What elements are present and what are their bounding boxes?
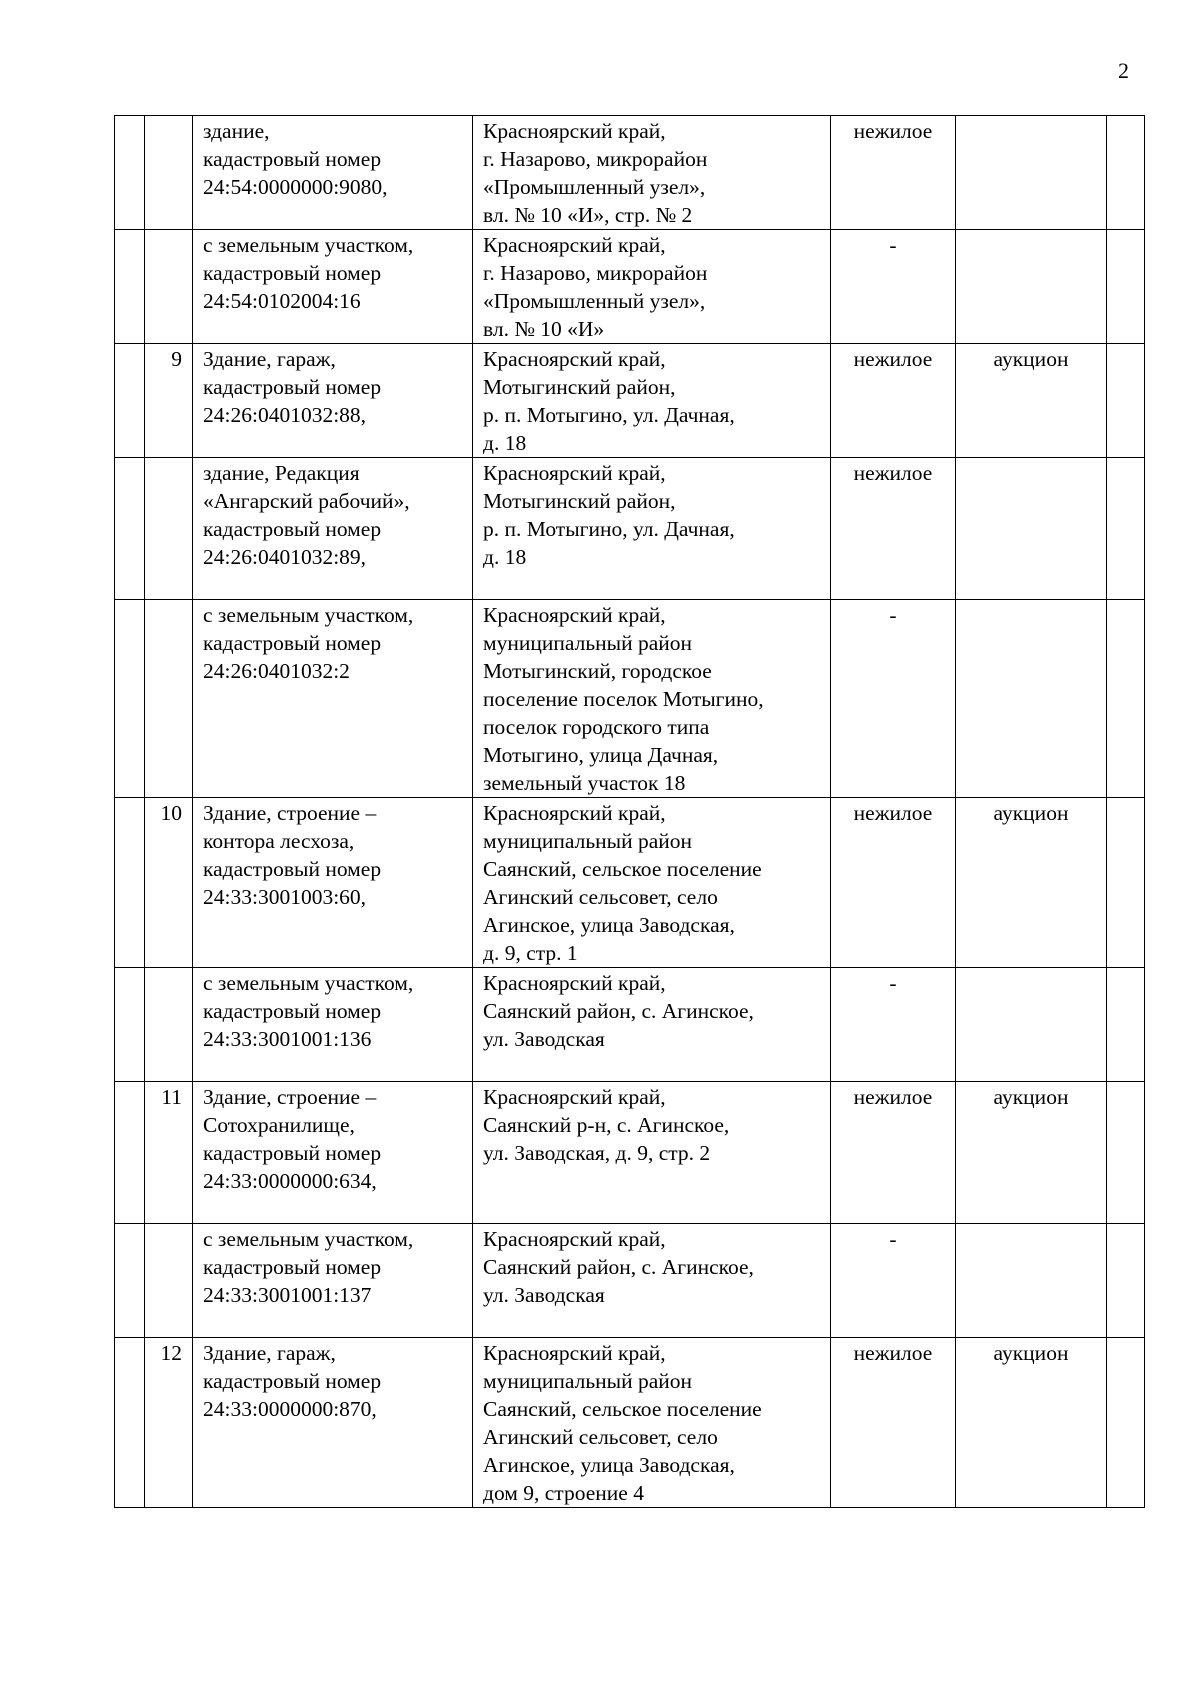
blank-cell [115,116,145,230]
row-number-cell [145,968,193,1082]
blank-cell [1107,230,1145,344]
object-name-line: Сотохранилище, [203,1113,355,1137]
purpose-text: нежилое [853,1085,933,1109]
address-line: Мотыгинский район, [483,375,676,399]
object-name-line: кадастровый номер [203,631,382,655]
object-name-line: Здание, строение – [203,1085,377,1109]
blank-cell [115,458,145,600]
object-name-line: 24:54:0102004:16 [203,289,361,313]
row-number-cell [145,798,193,968]
blank-cell [115,1224,145,1338]
object-name-line: кадастровый номер [203,147,382,171]
object-name-cell [193,344,473,458]
object-name-line: 24:26:0401032:89, [203,545,367,569]
object-name-line: 24:26:0401032:2 [203,659,350,683]
purpose-text: нежилое [853,801,933,825]
purpose-cell [831,116,956,230]
address-line: Красноярский край, [483,233,666,257]
address-line: «Промышленный узел», [483,289,706,313]
object-name-line: 24:54:0000000:9080, [203,175,388,199]
address-line: Красноярский край, [483,603,666,627]
purpose-cell [831,798,956,968]
purpose-cell [831,968,956,1082]
sale-method-text [956,116,1106,117]
address-cell [473,600,831,798]
row-number-cell [145,1224,193,1338]
purpose-cell [831,458,956,600]
object-name-line: с земельным участком, [203,1227,414,1251]
address-cell [473,116,831,230]
purpose-text: - [889,233,897,257]
address-cell [473,230,831,344]
object-name-line: кадастровый номер [203,517,382,541]
object-name-cell [193,116,473,230]
address-line: р. п. Мотыгино, ул. Дачная, [483,517,735,541]
address-cell [473,1082,831,1224]
table-row [115,798,1145,968]
row-number-cell [145,344,193,458]
row-number-cell [145,600,193,798]
object-name-cell [193,798,473,968]
sale-method-cell [956,1338,1107,1508]
blank-cell [115,230,145,344]
blank-cell [115,1338,145,1508]
row-number: 10 [160,801,182,825]
address-line: Саянский район, с. Агинское, [483,1255,754,1279]
table-row [115,1082,1145,1224]
sale-method-cell [956,116,1107,230]
address-line: поселение поселок Мотыгино, [483,687,764,711]
object-name-line: кадастровый номер [203,857,382,881]
address-line: Красноярский край, [483,347,666,371]
object-name-line: с земельным участком, [203,603,414,627]
row-number-cell [145,1082,193,1224]
address-line: муниципальный район [483,829,693,853]
purpose-cell [831,600,956,798]
sale-method-text: аукцион [993,1341,1069,1365]
object-name-line: 24:26:0401032:88, [203,403,367,427]
object-name-line: кадастровый номер [203,999,382,1023]
row-number: 12 [160,1341,182,1365]
sale-method-text [956,458,1106,459]
object-name-line: Здание, строение – [203,801,377,825]
blank-cell [1107,1338,1145,1508]
address-line: Красноярский край, [483,1085,666,1109]
object-name-line: здание, Редакция [203,461,360,485]
purpose-text: нежилое [853,461,933,485]
address-line: Агинское, улица Заводская, [483,1453,735,1477]
address-line: Мотыгинский район, [483,489,676,513]
sale-method-cell [956,230,1107,344]
sale-method-text [956,600,1106,601]
sale-method-cell [956,968,1107,1082]
address-line: ул. Заводская, д. 9, стр. 2 [483,1141,711,1165]
address-line: Красноярский край, [483,1341,666,1365]
row-number-cell [145,1338,193,1508]
row-number [182,478,192,479]
table-row [115,116,1145,230]
address-line: Мотыгинский, городское [483,659,712,683]
row-number [182,988,192,989]
row-number-cell [145,116,193,230]
purpose-cell [831,344,956,458]
object-name-line: Здание, гараж, [203,347,336,371]
address-cell [473,798,831,968]
blank-cell [115,600,145,798]
address-line: г. Назарово, микрорайон [483,261,708,285]
object-name-line: кадастровый номер [203,1369,382,1393]
row-number: 11 [161,1085,182,1109]
row-number [182,620,192,621]
object-name-line: с земельным участком, [203,233,414,257]
row-number [182,136,192,137]
address-line: ул. Заводская [483,1027,605,1051]
blank-cell [115,798,145,968]
property-table [114,115,1145,1508]
address-line: Саянский район, с. Агинское, [483,999,754,1023]
address-line: р. п. Мотыгино, ул. Дачная, [483,403,735,427]
object-name-line: контора лесхоза, [203,829,355,853]
address-line: Красноярский край, [483,461,666,485]
table-row [115,344,1145,458]
blank-cell [1107,1224,1145,1338]
sale-method-cell [956,458,1107,600]
object-name-line: здание, [203,119,270,143]
blank-cell [1107,344,1145,458]
purpose-text: нежилое [853,1341,933,1365]
address-cell [473,344,831,458]
blank-cell [1107,116,1145,230]
purpose-cell [831,1224,956,1338]
purpose-text: - [889,603,897,627]
address-line: ул. Заводская [483,1283,605,1307]
object-name-line: кадастровый номер [203,375,382,399]
blank-cell [115,968,145,1082]
address-line: Красноярский край, [483,971,666,995]
row-number [182,1244,192,1245]
row-number: 9 [171,347,182,371]
blank-cell [1107,968,1145,1082]
blank-cell [1107,1082,1145,1224]
address-line: вл. № 10 «И» [483,317,605,341]
sale-method-cell [956,798,1107,968]
sale-method-text: аукцион [993,347,1069,371]
sale-method-cell [956,1082,1107,1224]
purpose-text: нежилое [853,347,933,371]
blank-cell [1107,798,1145,968]
address-line: д. 18 [483,545,527,569]
address-line: Саянский р-н, с. Агинское, [483,1113,730,1137]
row-number [182,250,192,251]
object-name-cell [193,458,473,600]
purpose-cell [831,1338,956,1508]
address-line: муниципальный район [483,1369,693,1393]
address-line: Саянский, сельское поселение [483,857,762,881]
sale-method-text [956,968,1106,969]
object-name-cell [193,1338,473,1508]
address-line: поселок городского типа [483,715,710,739]
object-name-line: Здание, гараж, [203,1341,336,1365]
table-row [115,458,1145,600]
address-cell [473,1224,831,1338]
address-line: д. 9, стр. 1 [483,941,578,965]
object-name-cell [193,230,473,344]
purpose-cell [831,230,956,344]
blank-cell [1107,458,1145,600]
address-line: Агинское, улица Заводская, [483,913,735,937]
purpose-text: - [889,971,897,995]
object-name-line: кадастровый номер [203,1141,382,1165]
object-name-line: с земельным участком, [203,971,414,995]
blank-cell [115,344,145,458]
address-cell [473,1338,831,1508]
sale-method-cell [956,1224,1107,1338]
address-line: Агинский сельсовет, село [483,1425,718,1449]
object-name-line: 24:33:0000000:870, [203,1397,377,1421]
address-line: д. 18 [483,431,527,455]
address-line: г. Назарово, микрорайон [483,147,708,171]
sale-method-text [956,1224,1106,1225]
purpose-text: - [889,1227,897,1251]
purpose-text: нежилое [853,119,933,143]
property-table-body [115,116,1145,1508]
row-number-cell [145,230,193,344]
object-name-cell [193,968,473,1082]
object-name-cell [193,1082,473,1224]
row-number-cell [145,458,193,600]
table-row [115,968,1145,1082]
table-row [115,1338,1145,1508]
address-line: Красноярский край, [483,801,666,825]
sale-method-cell [956,344,1107,458]
address-line: вл. № 10 «И», стр. № 2 [483,203,693,227]
address-line: Саянский, сельское поселение [483,1397,762,1421]
purpose-cell [831,1082,956,1224]
table-row [115,1224,1145,1338]
address-line: муниципальный район [483,631,693,655]
object-name-line: 24:33:3001001:136 [203,1027,372,1051]
object-name-cell [193,600,473,798]
object-name-line: «Ангарский рабочий», [203,489,410,513]
address-line: Красноярский край, [483,1227,666,1251]
blank-cell [1107,600,1145,798]
address-cell [473,968,831,1082]
object-name-line: кадастровый номер [203,1255,382,1279]
page-number: 2 [1118,58,1129,83]
object-name-line: 24:33:3001001:137 [203,1283,372,1307]
sale-method-text: аукцион [993,1085,1069,1109]
address-line: Агинский сельсовет, село [483,885,718,909]
object-name-line: 24:33:0000000:634, [203,1169,377,1193]
blank-cell [115,1082,145,1224]
address-line: «Промышленный узел», [483,175,706,199]
object-name-line: 24:33:3001003:60, [203,885,367,909]
address-line: Красноярский край, [483,119,666,143]
address-line: дом 9, строение 4 [483,1481,644,1505]
address-line: земельный участок 18 [483,771,686,795]
table-row [115,600,1145,798]
sale-method-cell [956,600,1107,798]
sale-method-text [956,230,1106,231]
table-row [115,230,1145,344]
object-name-cell [193,1224,473,1338]
address-cell [473,458,831,600]
sale-method-text: аукцион [993,801,1069,825]
address-line: Мотыгино, улица Дачная, [483,743,719,767]
object-name-line: кадастровый номер [203,261,382,285]
